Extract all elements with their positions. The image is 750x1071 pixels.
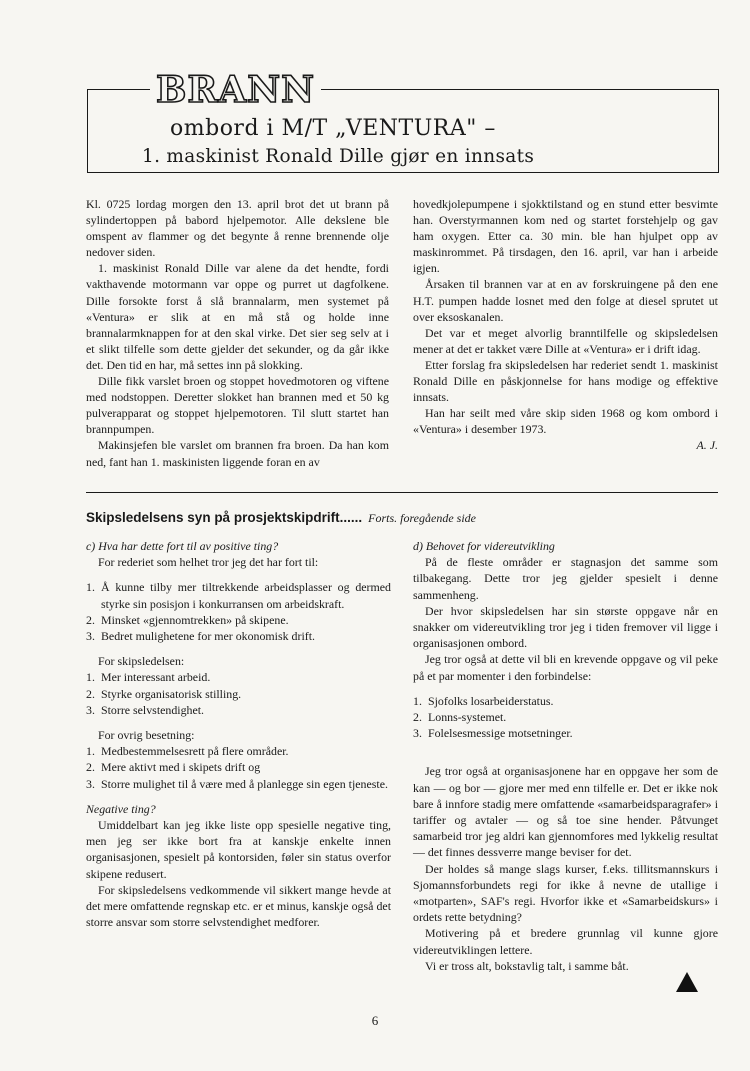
section-title: Skipsledelsens syn på prosjektskipdrift......: [86, 510, 363, 525]
article-paragraph: Makinsjefen ble varslet om brannen fra broen. Da han kom ned, fant han 1. maskinisten liggende foran en av: [86, 438, 389, 469]
body-paragraph: Der hvor skipsledelsen har sin største oppgave når en snakker om videreutvikling tror jeg i tiden fremover vil ligge i organisasjonen ombord.: [413, 603, 718, 651]
article-paragraph: Dille fikk varslet broen og stoppet hovedmotoren og viftene med nodstoppen. Deretter slokket han brannen med et 50 kg pulverapparat og stoppet hjelpemotoren. Til slutt startet han brannpumpen.: [86, 374, 389, 437]
headline-subtitle-1: ombord i M/T „VENTURA" –: [170, 116, 496, 141]
article-paragraph: hovedkjolepumpene i sjokktilstand og en stund etter besvimte han. Overstyrmannen kom ned og startet forstehjelp og gav ham oxygen. Etter ca. 30 min. ble han hjulpet opp av maskinrommet. På tirsdagen, den 16. april, var han i arbeide igjen.: [413, 197, 718, 276]
list-item: 2. Lonns-systemet.: [413, 710, 507, 725]
article-paragraph: Årsaken til brannen var at en av forskruingene på den ene H.T. pumpen hadde losnet med den folge at diesel sprutet ut over eksoskanalen.: [413, 277, 718, 324]
subheading-d: d) Behovet for videreutvikling: [413, 539, 555, 553]
section-heading: [86, 509, 718, 527]
section-continued-note: Forts. foregående side: [368, 511, 476, 525]
article-paragraph: Han har seilt med våre skip siden 1968 og kom ombord i «Ventura» i desember 1973.: [413, 406, 718, 437]
article-column-left: [86, 196, 389, 470]
body-paragraph: Jeg tror også at dette vil bli en krevende oppgave og vil peke på et par momenter i den forbindelse:: [413, 652, 718, 683]
list-item: 1. Sjofolks losarbeiderstatus.: [413, 693, 554, 708]
body-paragraph: Der holdes så mange slags kurser, f.eks. tillitsmannskurs i Sjomannsforbundets regi for ikke å nevne de utallige i «motparten», SAF's regi. Hvorfor ikke et «Samarbeidskurs» i ordets rette betydning?: [413, 861, 718, 925]
body-paragraph: Jeg tror også at organisasjonene har en oppgave her som de kan — og bor — gjore mer med enn tilfelle er. Det er ikke nok bare å innfore stadig mere omfattende «samarbeidsparagrafer» i tariffer og avtaler — og så toe sine hender. Påtvunget samarbeid tror jeg aldri kan gjennomfores med lykkelig resultat — det finnes dessverre mange beviser for det.: [413, 764, 718, 860]
page-number: 6: [371, 1013, 379, 1028]
article-signature: A. J.: [696, 438, 718, 453]
subheading-negative: Negative ting?: [86, 801, 156, 816]
lower-column-right: [413, 538, 718, 974]
article-column-right: [413, 196, 718, 454]
end-of-article-triangle-icon: [676, 972, 698, 992]
headline-brann: BRANN: [150, 70, 321, 110]
list-item: 1. Medbestemmelsesrett på flere områder.: [86, 744, 289, 759]
headline-subtitle-2: 1. maskinist Ronald Dille gjør en innsats: [142, 146, 535, 167]
list-item: 3. Storre selvstendighet.: [86, 702, 205, 717]
article-paragraph: Etter forslag fra skipsledelsen har rederiet sendt 1. maskinist Ronald Dille en påskjonnelse for hans modige og effektive innsats.: [413, 357, 718, 405]
body-paragraph: Motivering på et bredere grunnlag vil kunne gjore videreutviklingen lettere.: [413, 926, 718, 957]
closing-line: Vi er tross alt, bokstavlig talt, i samme båt.: [425, 958, 629, 973]
list-item: 3. Folelsesmessige motsetninger.: [413, 726, 573, 741]
list-item: 1. Mer interessant arbeid.: [86, 670, 211, 685]
rederiet-list: [86, 579, 391, 644]
lower-column-left: [86, 538, 391, 930]
body-paragraph: For rederiet som helhet tror jeg det har fort til:: [98, 555, 319, 570]
videreutvikling-list: [413, 693, 718, 742]
besetning-list: [86, 743, 391, 792]
list-item: 3. Storre mulighet til å være med å planlegge sin egen tjeneste.: [86, 776, 388, 791]
body-paragraph: Umiddelbart kan jeg ikke liste opp spesielle negative ting, men jeg ser ikke bort fra at kanskje enkelte innen organisasjonen, spesielt på kontorsiden, føler sin status overfor skipene redusert.: [86, 818, 391, 881]
body-paragraph: For ovrig besetning:: [98, 728, 195, 743]
subheading-c: c) Hva har dette fort til av positive ting?: [86, 539, 279, 553]
list-item: 2. Mere aktivt med i skipets drift og: [86, 760, 261, 775]
list-item: 1. Å kunne tilby mer tiltrekkende arbeidsplasser og dermed styrke sin posisjon i konkurransen om arbeidskraft.: [86, 580, 391, 611]
section-divider: [86, 492, 718, 493]
skipsledelsen-list: [86, 669, 391, 718]
article-paragraph: Kl. 0725 lordag morgen den 13. april brot det ut brann på sylindertoppen på babord hjelpemotor. Alle dekslene ble omspent av flammer og det begynte å renne brennende olje nedover siden.: [86, 197, 389, 260]
body-paragraph: For skipsledelsen:: [98, 654, 185, 669]
list-item: 2. Minsket «gjennomtrekken» på skipene.: [86, 612, 289, 627]
body-paragraph: På de fleste områder er stagnasjon det samme som tilbakegang. Dette tror jeg gjelder spesielt i denne sammenheng.: [413, 555, 718, 602]
list-item: 2. Styrke organisatorisk stilling.: [86, 686, 242, 701]
article-paragraph: Det var et meget alvorlig branntilfelle og skipsledelsen mener at det er takket være Dille at «Ventura» er i drift idag.: [413, 325, 718, 356]
body-paragraph: For skipsledelsens vedkommende vil sikkert mange hevde at det mere omfattende regnskap etc. er et minus, kanskje også det storre ansvar som storre selvstendighet medforer.: [86, 882, 391, 930]
article-paragraph: 1. maskinist Ronald Dille var alene da det hendte, fordi vakthavende motormann var oppe og purret ut dagfolkene. Dille forsokte forst å slå brannalarm, men systemet på «Ventura» er slik at en må stå og holde inne brannalarmknappen for at den skal virke. Det sier seg selv at i et slikt tilfelle som dette gjelder det sekunder, og da går ikke det. Den tid en har, må settes inn på slokking.: [86, 261, 389, 372]
list-item: 3. Bedret mulighetene for mer okonomisk drift.: [86, 629, 315, 644]
